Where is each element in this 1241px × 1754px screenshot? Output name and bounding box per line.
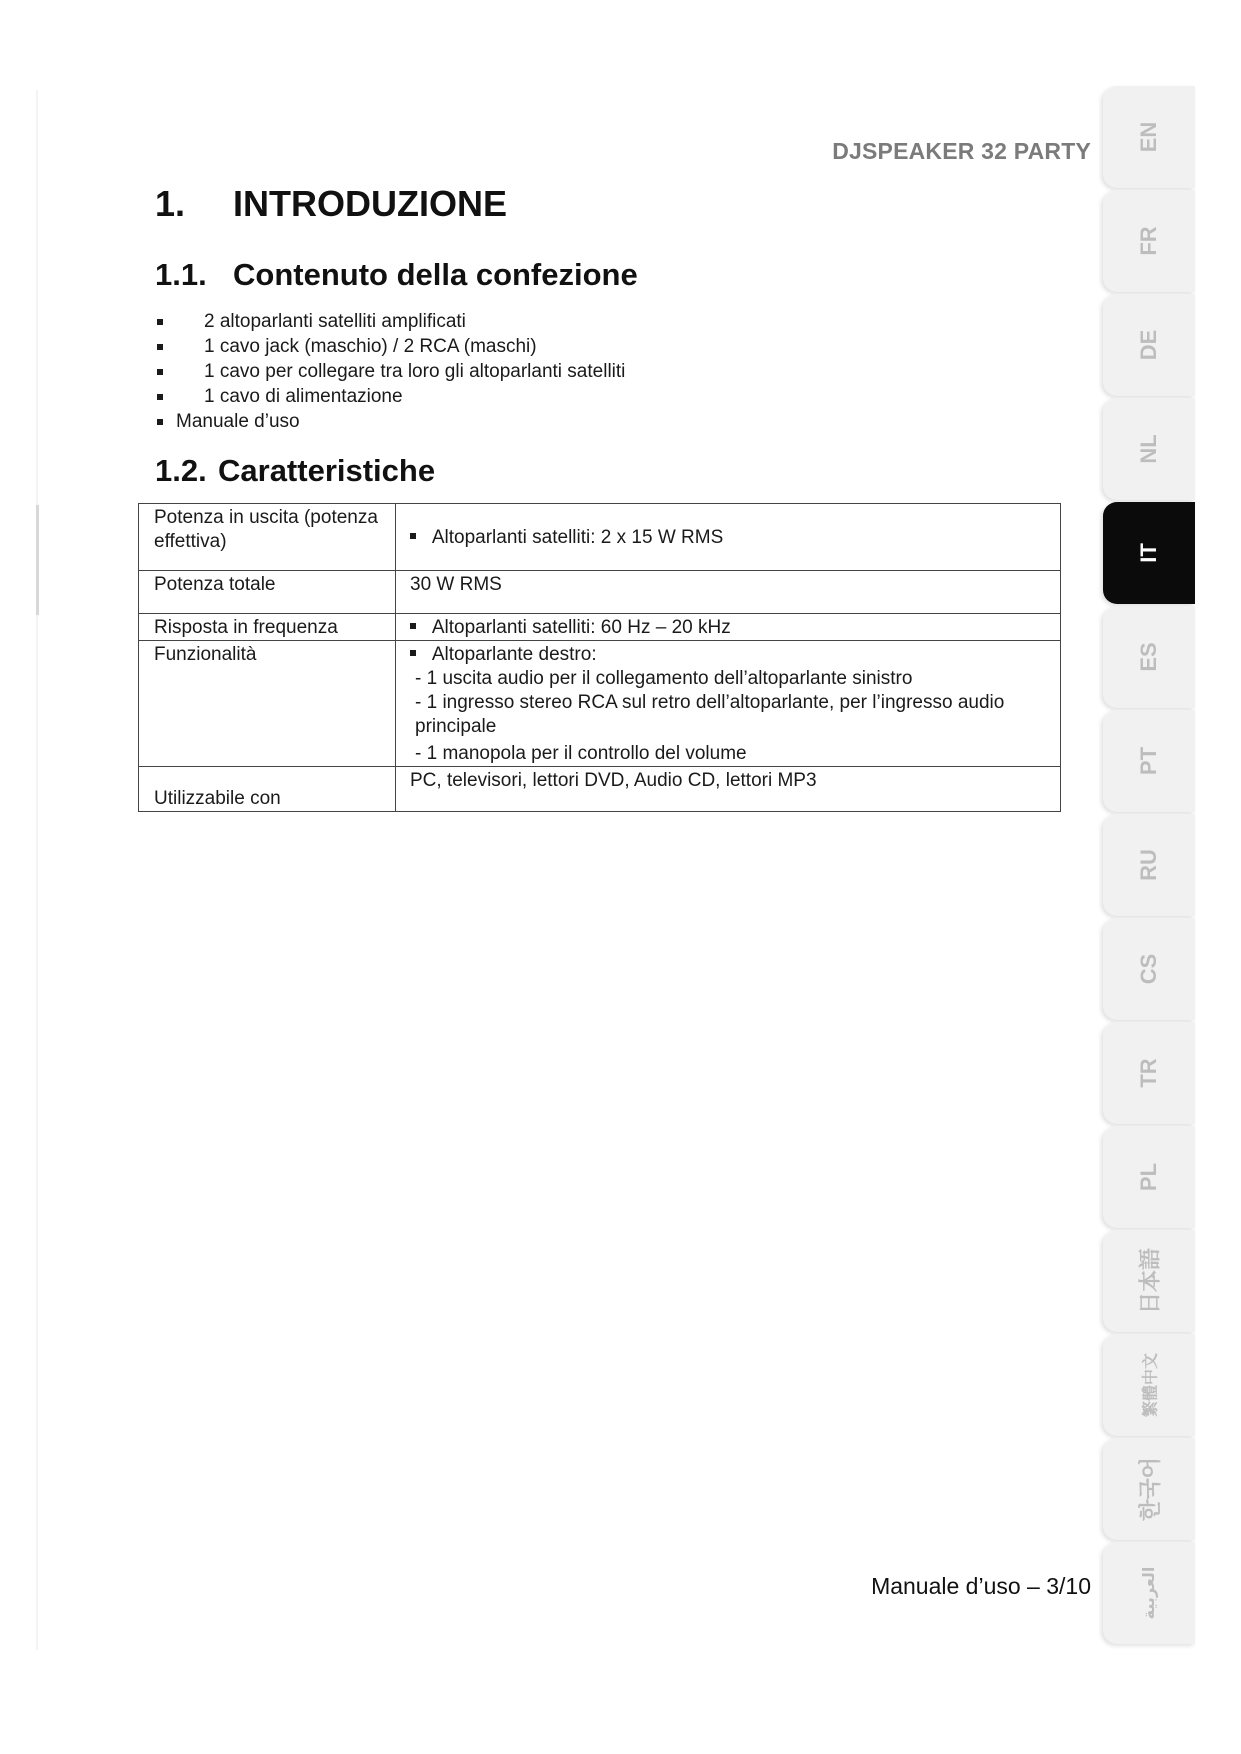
language-tab-es[interactable]: ES [1103, 606, 1195, 708]
language-tab-cs[interactable]: CS [1103, 918, 1195, 1020]
language-tab-it[interactable]: IT [1103, 502, 1195, 604]
section-number: 1.2. [155, 453, 207, 488]
spec-value: Altoparlanti satelliti: 2 x 15 W RMS [396, 504, 1061, 571]
bullet-square-icon [157, 394, 163, 400]
section-number: 1. [155, 183, 186, 224]
spec-value: 30 W RMS [396, 571, 1061, 614]
language-tab-pt[interactable]: PT [1103, 710, 1195, 812]
bullet-square-icon [157, 344, 163, 350]
spec-label: Potenza in uscita (potenza effettiva) [139, 504, 396, 571]
section-title: Caratteristiche [218, 453, 436, 488]
bullet-square-icon [410, 623, 416, 629]
table-row [139, 614, 1061, 641]
spec-value: Altoparlanti satelliti: 60 Hz – 20 kHz [396, 614, 1061, 641]
spec-value: Altoparlante destro: - 1 uscita audio per il collegamento dell’altoparlante sinistro - 1 ingresso stereo RCA sul retro dell’altoparlante, per l’ingresso audio principale - 1 manopola per il controllo del volume [396, 641, 1061, 767]
bullet-square-icon [157, 369, 163, 375]
page-edge-mark [36, 505, 39, 615]
spec-label: Utilizzabile con [139, 767, 396, 812]
section-1-2-heading [155, 453, 435, 489]
language-tab-fr[interactable]: FR [1103, 190, 1195, 292]
product-name: DJSPEAKER 32 PARTY [832, 138, 1091, 164]
language-tab-zh[interactable]: 繁體中文 [1103, 1334, 1195, 1436]
table-row [139, 641, 1061, 767]
language-tab-ja[interactable]: 日本語 [1103, 1230, 1195, 1332]
bullet-square-icon [157, 419, 163, 425]
feature-subitem: - 1 ingresso stereo RCA sul retro dell’altoparlante, per l’ingresso audio principale [415, 692, 1005, 737]
section-number: 1.1. [155, 257, 207, 292]
bullet-square-icon [410, 650, 416, 656]
language-tab-tr[interactable]: TR [1103, 1022, 1195, 1124]
table-row [139, 571, 1061, 614]
section-1-1-heading [155, 257, 638, 293]
feature-subitem: - 1 uscita audio per il collegamento dell’altoparlante sinistro [415, 668, 913, 689]
section-title: INTRODUZIONE [233, 183, 507, 224]
spec-label: Risposta in frequenza [139, 614, 396, 641]
spec-label: Funzionalità [139, 641, 396, 767]
page-footer: Manuale d’uso – 3/10 [871, 1573, 1091, 1599]
table-row [139, 504, 1061, 571]
specifications-table [138, 503, 1061, 812]
section-title: Contenuto della confezione [233, 257, 638, 292]
language-tab-ru[interactable]: RU [1103, 814, 1195, 916]
feature-subitem: - 1 manopola per il controllo del volume [415, 743, 747, 764]
language-tab-ko[interactable]: 한국어 [1103, 1438, 1195, 1540]
language-tabs [1103, 86, 1195, 1646]
spec-label: Potenza totale [139, 571, 396, 614]
language-tab-ar[interactable]: العربية [1103, 1542, 1195, 1644]
language-tab-de[interactable]: DE [1103, 294, 1195, 396]
language-tab-en[interactable]: EN [1103, 86, 1195, 188]
table-row [139, 767, 1061, 812]
section-1-heading [155, 183, 507, 225]
spec-value: PC, televisori, lettori DVD, Audio CD, lettori MP3 [396, 767, 1061, 812]
bullet-square-icon [410, 533, 416, 539]
language-tab-nl[interactable]: NL [1103, 398, 1195, 500]
bullet-square-icon [157, 319, 163, 325]
page-edge [36, 90, 38, 1650]
language-tab-pl[interactable]: PL [1103, 1126, 1195, 1228]
